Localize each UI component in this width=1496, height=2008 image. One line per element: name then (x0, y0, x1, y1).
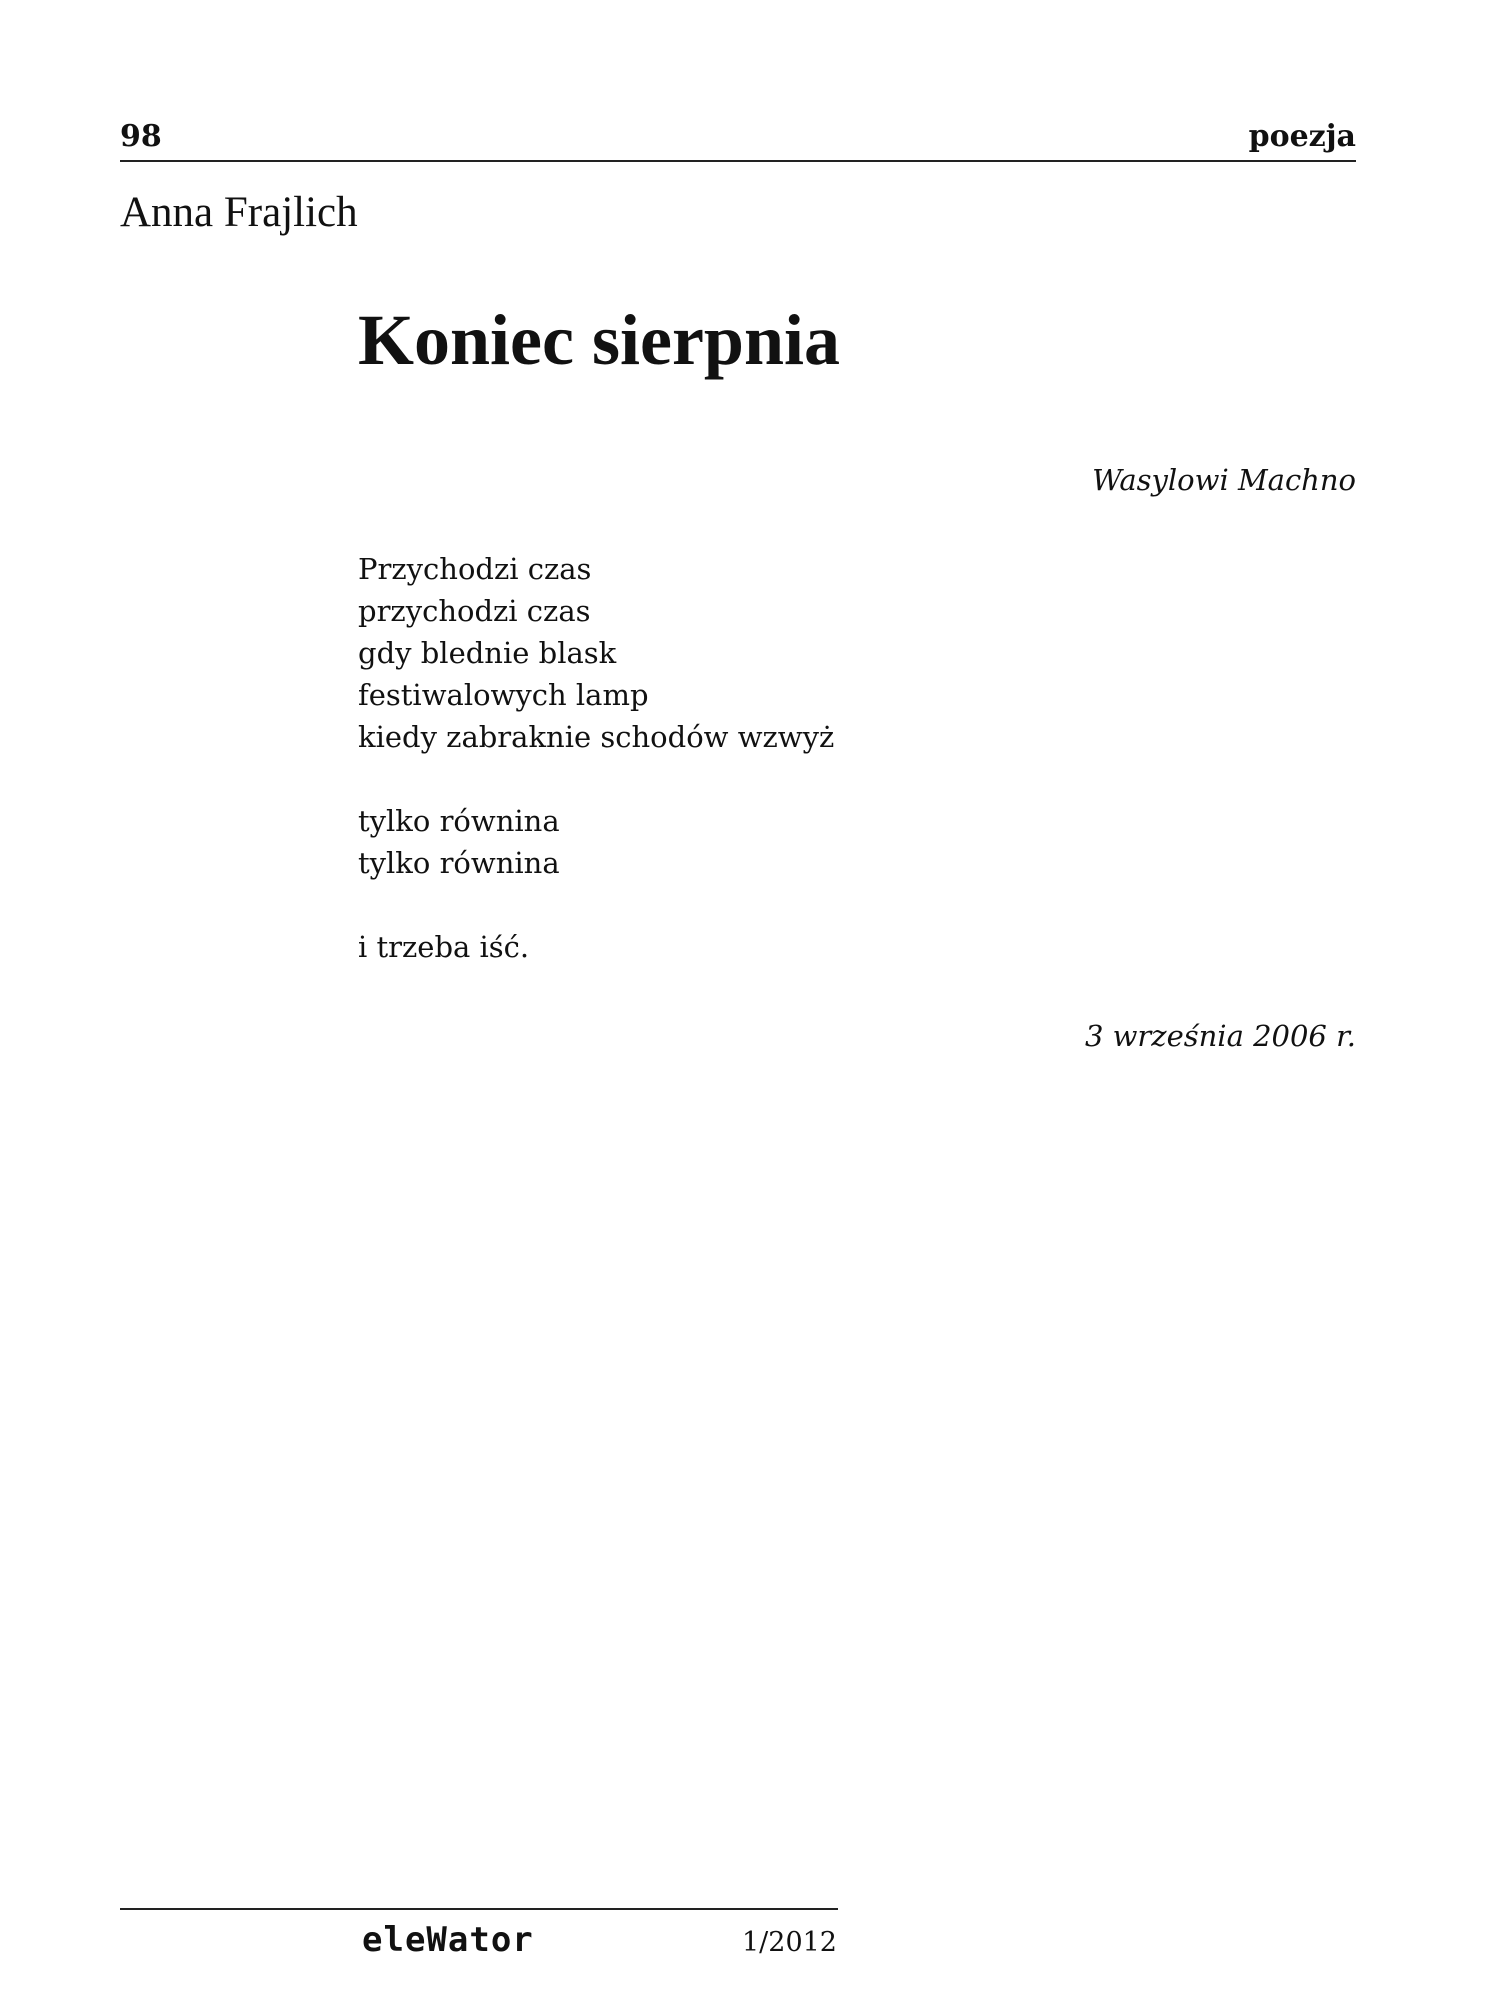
poem-line: festiwalowych lamp (358, 678, 649, 712)
poem-line: gdy blednie blask (358, 636, 617, 670)
issue-number: 1/2012 (742, 1927, 837, 1958)
poem-line: kiedy zabraknie schodów wzwyż (358, 720, 835, 754)
poem-line: tylko równina (358, 804, 560, 838)
footer-divider (120, 1908, 838, 1910)
poem-date: 3 września 2006 r. (1084, 1019, 1356, 1053)
page-header (120, 112, 1356, 162)
poem-title: Koniec sierpnia (358, 300, 840, 380)
section-name: poezja (1248, 119, 1356, 154)
magazine-logo: eleWator (362, 1920, 534, 1960)
poem-line: tylko równina (358, 846, 560, 880)
author-name: Anna Frajlich (120, 189, 358, 236)
poem-line: i trzeba iść. (358, 930, 530, 964)
poem-line: Przychodzi czas (358, 552, 592, 586)
dedication: Wasylowi Machno (1092, 463, 1356, 497)
poem-body (358, 548, 834, 1010)
poem-line: przychodzi czas (358, 594, 591, 628)
stanza (358, 926, 834, 968)
stanza (358, 548, 834, 758)
page-number: 98 (120, 119, 162, 154)
stanza (358, 800, 834, 884)
